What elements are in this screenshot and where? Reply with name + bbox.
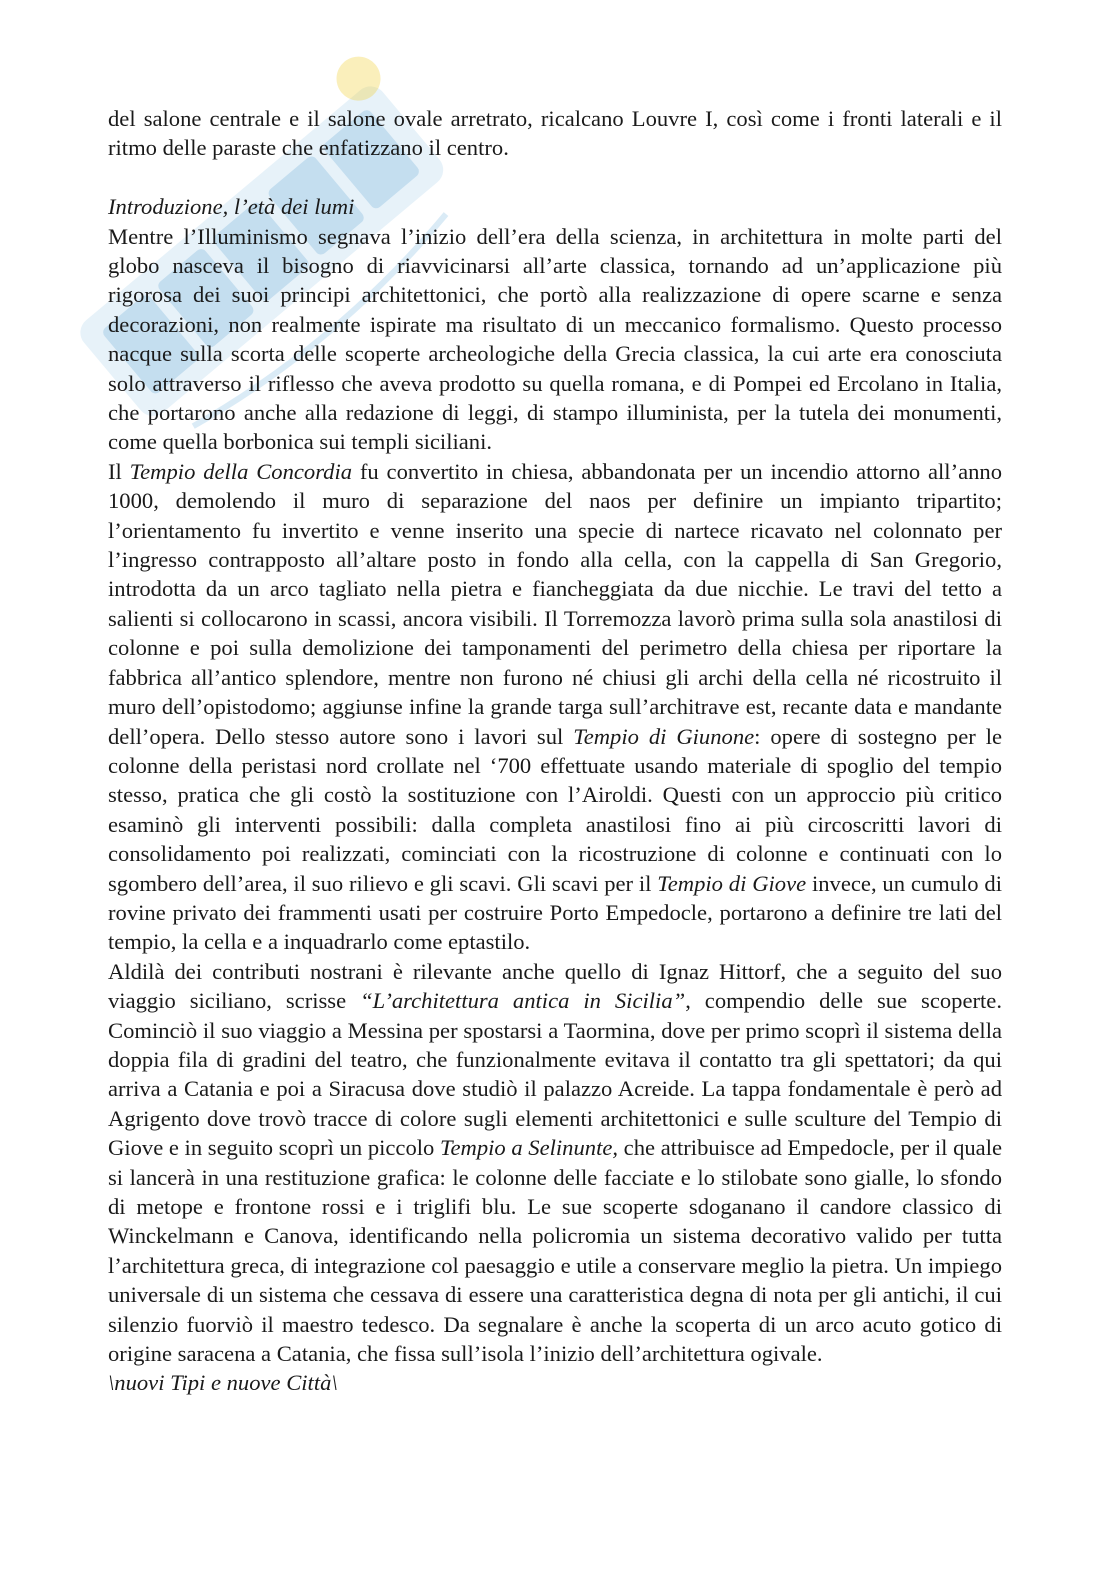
emphasis-tempio-selinunte: Tempio a Selinunte, <box>439 1135 619 1161</box>
text-run: che attribuisce ad Empedocle, per il quale si lancerà in una restituzione grafica: le colonne delle facciate e lo stilobate sono gialle, lo sfondo di metope e frontone rossi e i triglifi blu. Le sue scoperte sdoganano il candore classico di Winckelmann e Canova, identificando nella policromia un sistema decorativo valido per tutta l’architettura greca, di integrazione col paesaggio e utile a conservare meglio la pietra. Un impiego universale di un sistema che cessava di essere una caratteristica degna di nota per gli antichi, il cui silenzio fuorviò il maestro tedesco. Da segnalare è anche la scoperta di un arco acuto gotico di origine saracena a Catania, che fissa sull’isola l’inizio dell’architettura ogivale. <box>108 1135 1003 1367</box>
text-run: Aldilà dei contributi nostrani è rilevante anche quello di Ignaz Hittorf, che a seguito del suo viaggio siciliano, scrisse <box>108 958 1002 1014</box>
section-heading: Introduzione, l’età dei lumi <box>108 194 355 220</box>
emphasis-tempio-giunone: Tempio di Giunone <box>573 723 755 749</box>
emphasis-tempio-giove: Tempio di Giove <box>657 870 807 896</box>
text-run: fu convertito in chiesa, abbandonata per un incendio attorno all’anno 1000, demolendo il muro di separazione del naos per definire un impianto tripartito; l’orientamento fu invertito e venne inserito una specie di nartece ricavato nel colonnato per l’ingresso contrapposto all’altare posto in fondo alla cella, con la cappella di San Gregorio, introdotta da un arco tagliato nella pietra e fiancheggiata da due nicchie. Le travi del tetto a salienti si collocarono in scassi, ancora visibili. Il Torremozza lavorò prima sulla sola anastilosi di colonne e poi sulla demolizione dei tamponamenti del perimetro della chiesa per riportare la fabbrica all’antico splendore, mentre non furono né chiusi gli archi della cella né ricostruito il muro dell’opistodomo; aggiunse infine la grande targa sull’architrave est, recante data e mandante dell’opera. Dello stesso autore sono i lavori sul <box>108 458 1003 749</box>
text-run: : opere di sostegno per le colonne della peristasi nord crollate nel ‘700 effettuate usando materiale di spoglio del tempio stesso, pratica che gli costò la sostituzione con l’Airoldi. Questi con un approccio più critico esaminò gli interventi possibili: dalla completa anastilosi fino ai più circoscritti lavori di consolidamento poi realizzati, cominciati con la ricostruzione di colonne e continuati con lo sgombero dell’area, il suo rilievo e gli scavi. Gli scavi per il <box>108 723 1002 896</box>
paragraph-concordia <box>108 457 1002 957</box>
text-run: invece, un cumulo di rovine privato dei frammenti usati per costruire Porto Empedocle, portarono a definire tre lati del tempio, la cella e a inquadrarlo come eptastilo. <box>108 870 1003 955</box>
intro-paragraph: del salone centrale e il salone ovale arretrato, ricalcano Louvre I, così come i fronti laterali e il ritmo delle paraste che enfatizzano il centro. <box>108 106 1002 161</box>
emphasis-book-title: “L’architettura antica in Sicilia” <box>360 988 686 1014</box>
document-body <box>108 104 1002 1398</box>
paragraph-gap <box>108 163 1002 192</box>
text-run: Il <box>108 458 130 484</box>
text-run: , compendio delle sue scoperte. Cominciò il suo viaggio a Messina per spostarsi a Taormina, dove per primo scoprì il sistema della doppia fila di gradini del teatro, che funzionalmente evitava il contatto tra gli spettatori; da qui arriva a Catania e poi a Siracusa dove studiò il palazzo Acreide. La tappa fondamentale è però ad Agrigento dove trovò tracce di colore sugli elementi architettonici e sulle sculture del Tempio di Giove e in seguito scoprì un piccolo <box>108 988 1002 1161</box>
closing-heading: \nuovi Tipi e nuove Città\ <box>108 1370 338 1396</box>
paragraph-hittorf <box>108 957 1002 1369</box>
paragraph-illuminismo: Mentre l’Illuminismo segnava l’inizio dell’era della scienza, in architettura in molte parti del globo nasceva il bisogno di riavvicinarsi all’arte classica, tornando ad un’applicazione più rigorosa dei suoi principi architettonici, che portò alla realizzazione di opere scarne e senza decorazioni, non realmente ispirate ma risultato di un meccanico formalismo. Questo processo nacque sulla scorta delle scoperte archeologiche della Grecia classica, la cui arte era conosciuta solo attraverso il riflesso che aveva prodotto su quella romana, e di Pompei ed Ercolano in Italia, che portarono anche alla redazione di leggi, di stampo illuminista, per la tutela dei monumenti, come quella borbonica sui templi siciliani. <box>108 223 1002 455</box>
emphasis-tempio-concordia: Tempio della Concordia <box>129 458 353 484</box>
